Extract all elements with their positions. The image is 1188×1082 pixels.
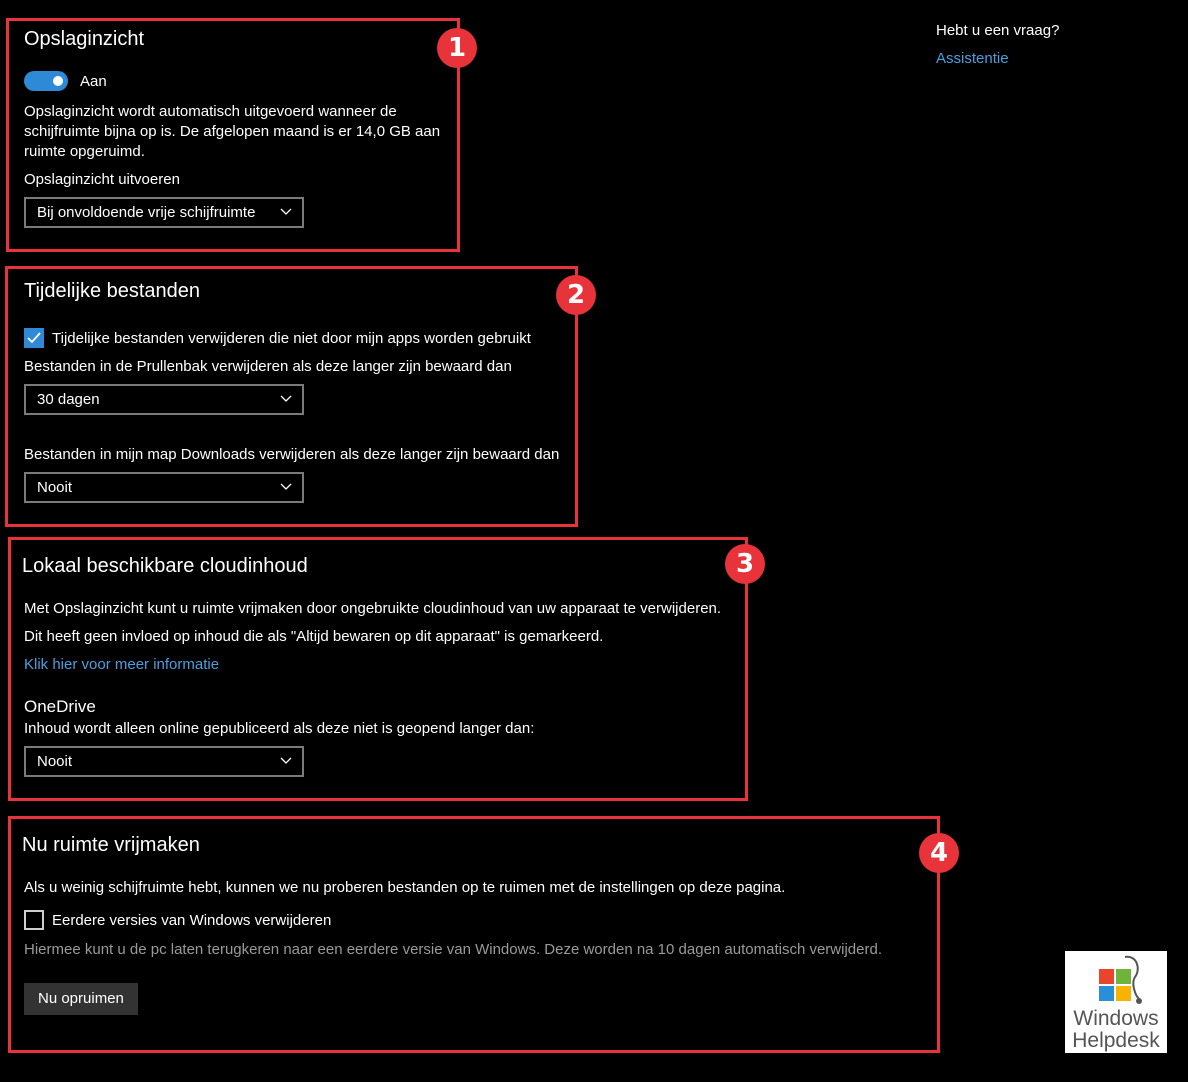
cloud-content-desc-2: Dit heeft geen invloed op inhoud die als "Altijd bewaren op dit apparaat" is gemarkeerd. bbox=[24, 628, 604, 645]
storage-sense-desc-line-1: Opslaginzicht wordt automatisch uitgevoerd wanneer de bbox=[24, 103, 397, 120]
recycle-bin-dropdown[interactable] bbox=[24, 384, 304, 415]
annotation-badge-1: 1 bbox=[437, 28, 477, 68]
more-info-link[interactable]: Klik hier voor meer informatie bbox=[24, 656, 220, 673]
chevron-down-icon bbox=[280, 483, 292, 491]
free-space-desc: Als u weinig schijfruimte hebt, kunnen we nu proberen bestanden op te ruimen met de instellingen op deze pagina. bbox=[24, 879, 786, 896]
chevron-down-icon bbox=[280, 757, 292, 765]
logo-text-helpdesk: Helpdesk bbox=[1072, 1029, 1160, 1052]
previous-windows-hint: Hiermee kunt u de pc laten terugkeren naar een eerdere versie van Windows. Deze worden na 10 dagen automatisch verwijderd. bbox=[24, 941, 882, 958]
previous-windows-label: Eerdere versies van Windows verwijderen bbox=[52, 912, 332, 929]
storage-sense-desc-line-2: schijfruimte bijna op is. De afgelopen maand is er 14,0 GB aan bbox=[24, 123, 441, 140]
delete-temp-files-checkbox[interactable] bbox=[24, 328, 44, 348]
storage-sense-toggle[interactable] bbox=[24, 71, 68, 91]
temp-files-title: Tijdelijke bestanden bbox=[24, 280, 201, 302]
storage-sense-title: Opslaginzicht bbox=[24, 28, 145, 50]
windows-helpdesk-logo bbox=[1065, 951, 1167, 1053]
recycle-bin-label: Bestanden in de Prullenbak verwijderen als deze langer zijn bewaard dan bbox=[24, 358, 512, 375]
onedrive-label: Inhoud wordt alleen online gepubliceerd als deze niet is geopend langer dan: bbox=[24, 720, 535, 737]
cloud-content-desc-1: Met Opslaginzicht kunt u ruimte vrijmaken door ongebruikte cloudinhoud van uw apparaat te verwijderen. bbox=[24, 600, 722, 617]
annotation-badge-2: 2 bbox=[556, 275, 596, 315]
previous-windows-checkbox[interactable] bbox=[24, 910, 44, 930]
annotation-badge-3: 3 bbox=[725, 544, 765, 584]
downloads-dropdown[interactable] bbox=[24, 472, 304, 503]
run-storage-sense-dropdown[interactable] bbox=[24, 197, 304, 228]
run-storage-sense-label: Opslaginzicht uitvoeren bbox=[24, 171, 180, 188]
cloud-content-title: Lokaal beschikbare cloudinhoud bbox=[22, 555, 308, 577]
delete-temp-files-label: Tijdelijke bestanden verwijderen die niet door mijn apps worden gebruikt bbox=[52, 330, 531, 347]
dropdown-value: Nooit bbox=[37, 479, 73, 496]
onedrive-dropdown[interactable] bbox=[24, 746, 304, 777]
help-question: Hebt u een vraag? bbox=[936, 22, 1060, 39]
downloads-label: Bestanden in mijn map Downloads verwijderen als deze langer zijn bewaard dan bbox=[24, 446, 560, 463]
free-space-title: Nu ruimte vrijmaken bbox=[22, 834, 200, 856]
dropdown-value: Bij onvoldoende vrije schijfruimte bbox=[37, 204, 256, 221]
windows-helpdesk-logo-icon bbox=[1065, 951, 1167, 1053]
chevron-down-icon bbox=[280, 395, 292, 403]
checkmark-icon bbox=[24, 328, 44, 348]
storage-sense-desc-line-3: ruimte opgeruimd. bbox=[24, 143, 145, 160]
onedrive-heading: OneDrive bbox=[24, 697, 96, 716]
chevron-down-icon bbox=[280, 208, 292, 216]
logo-text-windows: Windows bbox=[1073, 1007, 1159, 1030]
dropdown-value: Nooit bbox=[37, 753, 73, 770]
toggle-label: Aan bbox=[80, 73, 107, 90]
clean-now-button[interactable]: Nu opruimen bbox=[24, 983, 138, 1015]
annotation-badge-4: 4 bbox=[919, 833, 959, 873]
assistance-link[interactable]: Assistentie bbox=[936, 50, 1009, 67]
dropdown-value: 30 dagen bbox=[37, 391, 100, 408]
